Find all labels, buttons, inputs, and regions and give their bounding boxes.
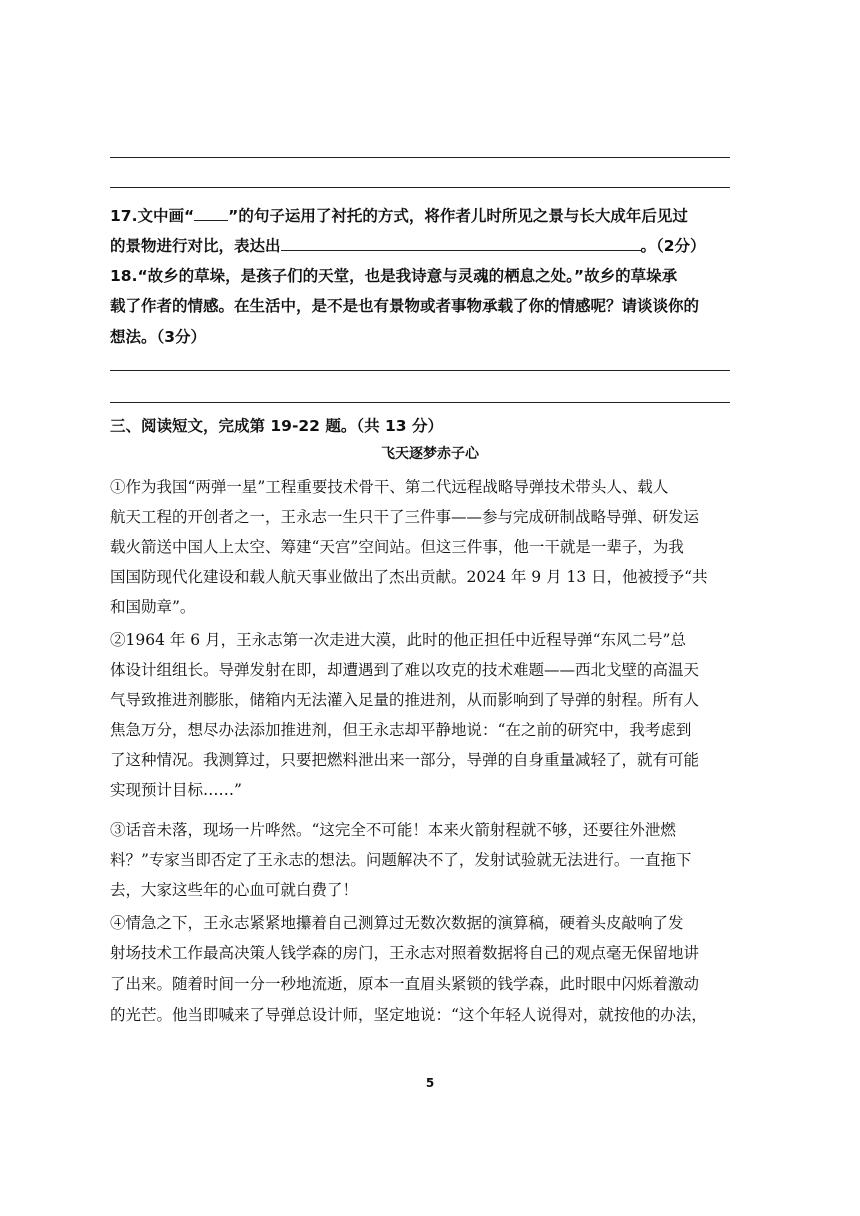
answer-line[interactable]	[110, 370, 730, 371]
passage-line: ③话音未落，现场一片哗然。“这完全不可能！本来火箭射程就不够，还要往外泄燃	[110, 821, 676, 839]
question-18-line: 18.“故乡的草垛，是孩子们的天堂，也是我诗意与灵魂的栖息之处。”故乡的草垛承	[110, 267, 678, 285]
passage-line: 去，大家这些年的心血可就白费了！	[110, 881, 359, 899]
underline-marker	[194, 206, 228, 221]
question-18-line: 想法。（3分）	[110, 328, 207, 346]
question-18-line: 载了作者的情感。在生活中，是不是也有景物或者事物承载了你的情感呢？请谈谈你的	[110, 297, 700, 315]
q17-text-a: 17.文中画“	[110, 207, 195, 225]
passage-line: 气导致推进剂膨胀，储箱内无法灌入足量的推进剂，从而影响到了导弹的射程。所有人	[110, 691, 700, 709]
q17-score: 。（2分）	[640, 237, 706, 255]
q17-text-b: ”的句子运用了衬托的方式，将作者儿时所见之景与长大成年后见过	[228, 207, 688, 225]
passage-line: 料？”专家当即否定了王永志的想法。问题解决不了，发射试验就无法进行。一直拖下	[110, 851, 692, 869]
passage-line: 体设计组组长。导弹发射在即，却遭遇到了难以攻克的技术难题——西北戈壁的高温天	[110, 661, 700, 679]
answer-line	[110, 157, 730, 158]
answer-line	[110, 187, 730, 188]
passage-line: 航天工程的开创者之一，王永志一生只干了三件事——参与完成研制战略导弹、研发运	[110, 508, 700, 526]
passage-line: 了出来。随着时间一分一秒地流逝，原本一直眉头紧锁的钱学森，此时眼中闪烁着激动	[110, 975, 700, 993]
answer-line[interactable]	[110, 402, 730, 403]
passage-line: 载火箭送中国人上太空、筹建“天宫”空间站。但这三件事，他一干就是一辈子，为我	[110, 538, 684, 556]
passage-line: ②1964 年 6 月，王永志第一次走进大漠，此时的他正担任中近程导弹“东风二号”总	[110, 631, 686, 649]
passage-line: 实现预计目标……”	[110, 781, 242, 799]
passage-line: 焦急万分，想尽办法添加推进剂，但王永志却平静地说：“在之前的研究中，我考虑到	[110, 721, 692, 739]
passage-line: 国国防现代化建设和载人航天事业做出了杰出贡献。2024 年 9 月 13 日，他被授予“共	[110, 568, 708, 586]
question-17-line-1	[110, 204, 735, 226]
passage-line: 射场技术工作最高决策人钱学森的房门，王永志对照着数据将自己的观点毫无保留地讲	[110, 944, 700, 962]
passage-line: ①作为我国“两弹一星”工程重要技术骨干、第二代远程战略导弹技术带头人、载人	[110, 478, 669, 496]
question-17-line-2	[110, 234, 735, 256]
passage-line: 和国勋章”。	[110, 598, 196, 616]
fill-in-blank[interactable]	[281, 236, 641, 251]
q17-text-c: 的景物进行对比，表达出	[110, 237, 281, 255]
passage-line: ④情急之下，王永志紧紧地攥着自己测算过无数次数据的演算稿，硬着头皮敲响了发	[110, 914, 684, 932]
passage-title: 飞天逐梦赤子心	[381, 446, 479, 462]
passage-line: 了这种情况。我测算过，只要把燃料泄出来一部分，导弹的自身重量减轻了，就有可能	[110, 751, 700, 769]
page-number: 5	[425, 1076, 435, 1090]
passage-line: 的光芒。他当即喊来了导弹总设计师，坚定地说：“这个年轻人说得对，就按他的办法，	[110, 1006, 707, 1024]
section-heading: 三、阅读短文，完成第 19-22 题。（共 13 分）	[110, 417, 443, 435]
